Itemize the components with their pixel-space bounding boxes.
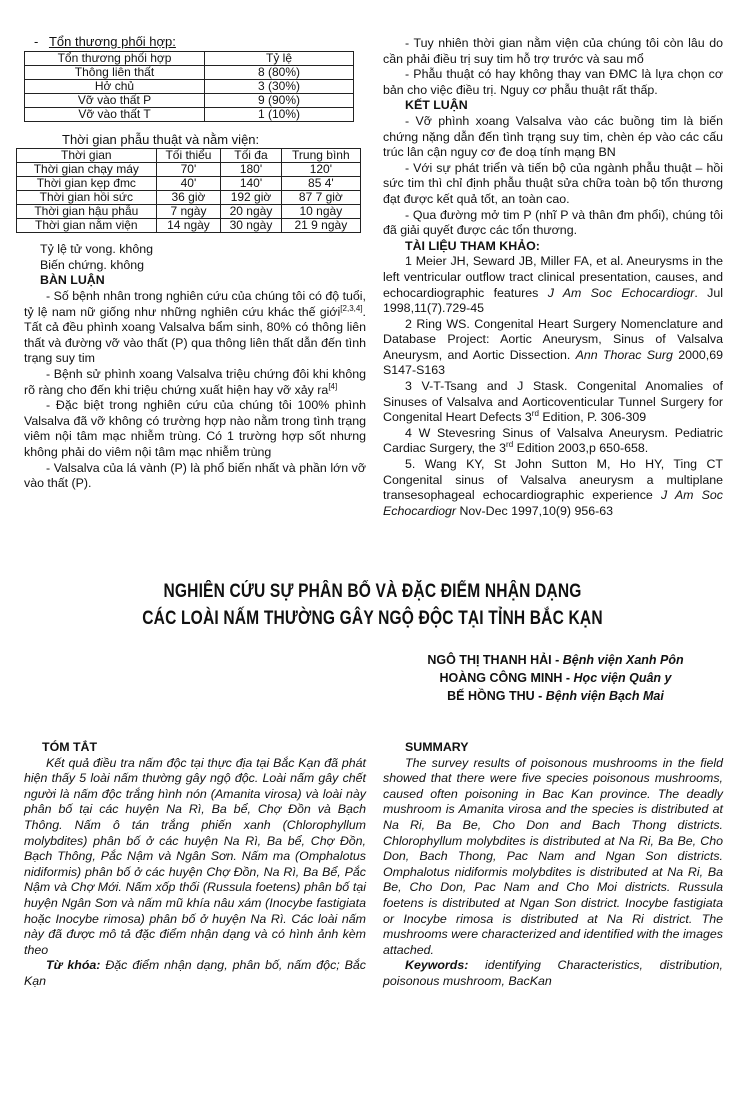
paragraph-text: . Tất cả đều phình xoang Valsalva bẩm sinh, 80% có thông liên thất và đường vỡ vào thất (P) qua thông liên thất dẫn đến tình trạng suy tim bbox=[24, 304, 366, 366]
reference-text: 4 W Stevesring Sinus of Valsalva Aneurysm. Pediatric Cardiac Surgery, the 3 bbox=[383, 425, 723, 456]
author-affiliation: Bệnh viện Bạch Mai bbox=[545, 689, 664, 703]
separator: - bbox=[534, 689, 546, 703]
table-header-cell: Tối thiểu bbox=[156, 149, 221, 163]
table-cell: 36 giờ bbox=[156, 191, 221, 205]
table-cell: 20 ngày bbox=[221, 205, 281, 219]
citation: [2,3,4] bbox=[340, 303, 363, 313]
abstract-heading: TÓM TẮT bbox=[42, 740, 98, 754]
discussion-paragraph bbox=[24, 367, 366, 398]
table-cell: 14 ngày bbox=[156, 219, 221, 233]
discussion-paragraph bbox=[24, 289, 366, 367]
author-line bbox=[383, 669, 728, 687]
table-cell: 140' bbox=[221, 177, 281, 191]
table-cell: 3 (30%) bbox=[205, 79, 354, 93]
journal-name: J Am Soc Echocardiogr bbox=[383, 488, 724, 518]
mortality-line: Tỷ lệ tử vong. không bbox=[40, 242, 153, 257]
table-cell: 8 (80%) bbox=[205, 65, 354, 79]
table-cell: Vỡ vào thất P bbox=[25, 93, 205, 107]
ordinal-suffix: rd bbox=[506, 440, 514, 450]
keywords-label: Keywords: bbox=[405, 958, 469, 973]
keywords-line bbox=[383, 958, 723, 989]
article-title bbox=[67, 578, 678, 632]
table-cell: Thời gian nằm viện bbox=[17, 219, 157, 233]
table-cell: 10 ngày bbox=[281, 205, 360, 219]
reference-tail: Edition, P. 306-309 bbox=[538, 410, 647, 425]
table-cell: 70' bbox=[156, 163, 221, 177]
reference-text: 3 V-T-Tsang and J Stask. Congenital Anomalies of Sinuses of Valsalva and Aorticoventicular Tunnel Surgery for Congenital Heart Defects 3 bbox=[383, 379, 723, 425]
author-name: HOÀNG CÔNG MINH bbox=[439, 671, 563, 685]
reference-item bbox=[383, 457, 723, 519]
table-cell: 40' bbox=[156, 177, 221, 191]
surgery-time-table bbox=[16, 148, 361, 233]
table1-caption-text: Tổn thương phối hợp: bbox=[48, 34, 176, 49]
conclusion-paragraph: - Qua đường mở tim P (nhĩ P và thân đm phổi), chúng tôi đã giải quyết được các tổn thương. bbox=[383, 207, 723, 238]
table-row bbox=[17, 177, 361, 191]
table-cell: Thời gian hậu phẫu bbox=[17, 205, 157, 219]
discussion-heading: BÀN LUẬN bbox=[40, 273, 105, 288]
table2-caption-text: Thời gian phẫu thuật và nằm viện: bbox=[62, 131, 260, 147]
author-line bbox=[383, 687, 728, 705]
table-row bbox=[25, 107, 354, 121]
abstract-english bbox=[383, 740, 723, 990]
reference-text: 2 Ring WS. Congenital Heart Surgery Nomenclature and Database Project: Aortic Aneurysm, Sinus of Valsalva Aneurysm, and Aortic Dissection. bbox=[383, 316, 723, 362]
conclusion-heading: KẾT LUẬN bbox=[405, 98, 468, 113]
journal-name: Ann Thorac Surg bbox=[575, 347, 673, 362]
table-cell: 30 ngày bbox=[221, 219, 281, 233]
table2-caption bbox=[62, 132, 366, 148]
table-row bbox=[17, 205, 361, 219]
associated-lesions-table bbox=[24, 51, 354, 122]
keywords-label: Từ khóa: bbox=[46, 958, 101, 973]
reference-tail: Edition 2003,p 650-658. bbox=[513, 441, 649, 456]
abstract-body: Kết quả điều tra nấm độc tại thực địa tại Bắc Kạn đã phát hiện thấy 5 loài nấm thường gây ngộ độc. Loài nấm gây chết người là nấm độc trắng hình nón (Amanita virosa) và loài này phân bố tại các huyện Na Rì, Ba bể, Chợ Đồn và Bạch Thông. Nấm ô tán trắng phiến xanh (Chlorophyllum molybdites) phân bố ở các huyện Na Rì, Ba bể, Chợ Đồn, Bạch Thông, Pắc Nậm và Ngân Sơn. Nấm ma (Omphalotus nidiformis) phân bố ở các huyện Chợ Đồn, Na Rì, Ba Bể, Pắc Nậm và Chợ Mới. Nấm xốp thối (Russula foetens) phân bố tại huyện Ngân Sơn và nấm mũ khía nâu xám (Inocybe fastigiata hoặc Inocybe rimosa) phân bố ở huyện Na Rì. Các loài nấm này đã được mô tả đặc điểm nhận dạng và có hình ảnh kèm theo bbox=[24, 755, 366, 957]
table-header-row bbox=[17, 149, 361, 163]
reference-item bbox=[383, 379, 723, 426]
table-row bbox=[17, 219, 361, 233]
abstract-heading: SUMMARY bbox=[405, 740, 469, 754]
author-list bbox=[383, 651, 728, 705]
table-cell: 1 (10%) bbox=[205, 107, 354, 121]
complications-line: Biến chứng. không bbox=[40, 257, 145, 272]
table-header-cell: Tổn thương phối hợp bbox=[25, 51, 205, 65]
reference-text: 5. Wang KY, St John Sutton M, Ho HY, Ting CT Congenital sinus of Valsalva aneurysm a multiplane transesophageal echocardiographic experience bbox=[383, 457, 723, 503]
table-cell: Thời gian kẹp đmc bbox=[17, 177, 157, 191]
reference-item bbox=[383, 426, 723, 457]
paragraph-text: - Bệnh sử phình xoang Valsalva triệu chứng đôi khi không rõ ràng cho đến khi triệu chứng xuất hiện hay vỡ xảy ra bbox=[24, 366, 366, 397]
title-line: NGHIÊN CỨU SỰ PHÂN BỐ VÀ ĐẶC ĐIỂM NHẬN DẠNG bbox=[163, 581, 582, 602]
author-affiliation: Bệnh viện Xanh Pôn bbox=[562, 653, 684, 667]
table-cell: Thời gian hồi sức bbox=[17, 191, 157, 205]
reference-item bbox=[383, 317, 723, 379]
conclusion-paragraph: - Với sự phát triển và tiến bộ của ngành phẫu thuật – hồi sức tim thì chỉ định phẫu thuật sửa chữa toàn bộ tổn thương đạt được kết quả tốt, an toàn cao. bbox=[383, 160, 723, 206]
table-row bbox=[17, 163, 361, 177]
table-header-cell: Tỷ lệ bbox=[205, 51, 354, 65]
table-cell: 7 ngày bbox=[156, 205, 221, 219]
paragraph-text: - Số bệnh nhân trong nghiên cứu của chúng tôi có độ tuổi, tỷ lệ nam nữ giống như những nghiên cứu khác thế giới bbox=[24, 288, 366, 319]
left-column bbox=[24, 34, 366, 492]
journal-name: J Am Soc Echocardiogr bbox=[547, 285, 695, 300]
table-row bbox=[17, 191, 361, 205]
table-cell: Vỡ vào thất T bbox=[25, 107, 205, 121]
reference-item bbox=[383, 254, 723, 316]
table-cell: 21 9 ngày bbox=[281, 219, 360, 233]
table-cell: 120' bbox=[281, 163, 360, 177]
table-cell: 192 giờ bbox=[221, 191, 281, 205]
table-row bbox=[25, 65, 354, 79]
table-row bbox=[25, 93, 354, 107]
author-name: BẾ HỒNG THU bbox=[447, 689, 535, 703]
author-line bbox=[383, 651, 728, 669]
table-cell: Thời gian chạy máy bbox=[17, 163, 157, 177]
table-cell: 180' bbox=[221, 163, 281, 177]
abstract-vietnamese bbox=[24, 740, 366, 990]
author-name: NGÔ THỊ THANH HẢI bbox=[427, 653, 552, 667]
ordinal-suffix: rd bbox=[531, 409, 539, 419]
caption-bullet: - bbox=[34, 34, 39, 49]
table-cell: Hở chủ bbox=[25, 79, 205, 93]
table-cell: 9 (90%) bbox=[205, 93, 354, 107]
table-header-cell: Tối đa bbox=[221, 149, 281, 163]
table-cell: 87 7 giờ bbox=[281, 191, 360, 205]
keywords-text: identifying Characteristics, distribution, poisonous mushroom, BacKan bbox=[383, 958, 723, 988]
separator: - bbox=[562, 671, 574, 685]
table-row bbox=[25, 79, 354, 93]
right-column bbox=[383, 36, 723, 519]
separator: - bbox=[551, 653, 563, 667]
paragraph: - Phẫu thuật có hay không thay van ĐMC là lựa chọn cơ bản cho việc điều trị. Nguy cơ phẫu thuật rất thấp. bbox=[383, 67, 723, 97]
abstract-body: The survey results of poisonous mushrooms in the field showed that there were five species poisonous mushrooms, caused often poisoning in Bac Kan province. The deadly mushroom is Amanita virosa and the species is distributed at Na Ri, Ba Be, Cho Don and Bach Thong districts. Chlorophyllum molybdites is distributed at Na Ri, Ba Be, Cho Don, Bach Thong, Pac Nam and Ngan Son districts. Omphalotus nidiformis molybdites is distributed at Na Ri, Ba Be, Cho Don, Pac Nam and Cho Moi districts. Russula foetens is distributed at Ngan Son district. Inocybe fastigiata or Inocybe rimosa is distributed at Na Ri district. The mushrooms were characterized and identified with the images attached. bbox=[383, 755, 723, 957]
discussion-paragraph: - Đặc biệt trong nghiên cứu của chúng tôi 100% phình Valsalva đã vỡ không có trường hợp nào nằm trong tình trạng viêm nội tâm mạc nhiễm trùng. Có 1 trường hợp sốt nhưng không phải do viêm nội tâm mạc nhiễm trùng bbox=[24, 398, 366, 459]
table-header-row bbox=[25, 51, 354, 65]
references-heading: TÀI LIỆU THAM KHẢO: bbox=[405, 238, 540, 253]
author-affiliation: Học viện Quân y bbox=[573, 671, 672, 685]
reference-tail: 2000,69 S147-S163 bbox=[383, 347, 724, 378]
reference-tail: . Jul 1998,11(7).729-45 bbox=[383, 285, 723, 316]
keywords-line bbox=[24, 958, 366, 989]
citation: [4] bbox=[328, 381, 338, 391]
table-header-cell: Thời gian bbox=[17, 149, 157, 163]
paragraph: - Tuy nhiên thời gian nằm viện của chúng tôi còn lâu do cần phải điều trị suy tim hỗ trợ trước và sau mổ bbox=[383, 36, 723, 66]
table-cell: 85 4' bbox=[281, 177, 360, 191]
title-line: CÁC LOÀI NẤM THƯỜNG GÂY NGỘ ĐỘC TẠI TỈNH BẮC KẠN bbox=[142, 608, 603, 629]
table-cell: Thông liên thất bbox=[25, 65, 205, 79]
reference-tail: Nov-Dec 1997,10(9) 956-63 bbox=[456, 503, 614, 518]
conclusion-paragraph: - Vỡ phình xoang Valsalva vào các buồng tim là biến chứng nặng dẫn đến tình trạng suy tim, chèn ép vào các cấu trúc lân cận nguy cơ đe doạ tính mạng BN bbox=[383, 113, 723, 160]
discussion-paragraph: - Valsalva của lá vành (P) là phổ biến nhất và phần lớn vỡ vào thất (P). bbox=[24, 460, 366, 491]
table1-caption bbox=[34, 34, 366, 50]
table-header-cell: Trung bình bbox=[281, 149, 360, 163]
reference-text: 1 Meier JH, Seward JB, Miller FA, et al. Aneurysms in the left ventricular outflow tract clinical presentation, causes, and echocardiographic features bbox=[383, 254, 723, 300]
keywords-text: Đặc điểm nhận dạng, phân bố, nấm độc; Bắc Kạn bbox=[24, 958, 367, 988]
